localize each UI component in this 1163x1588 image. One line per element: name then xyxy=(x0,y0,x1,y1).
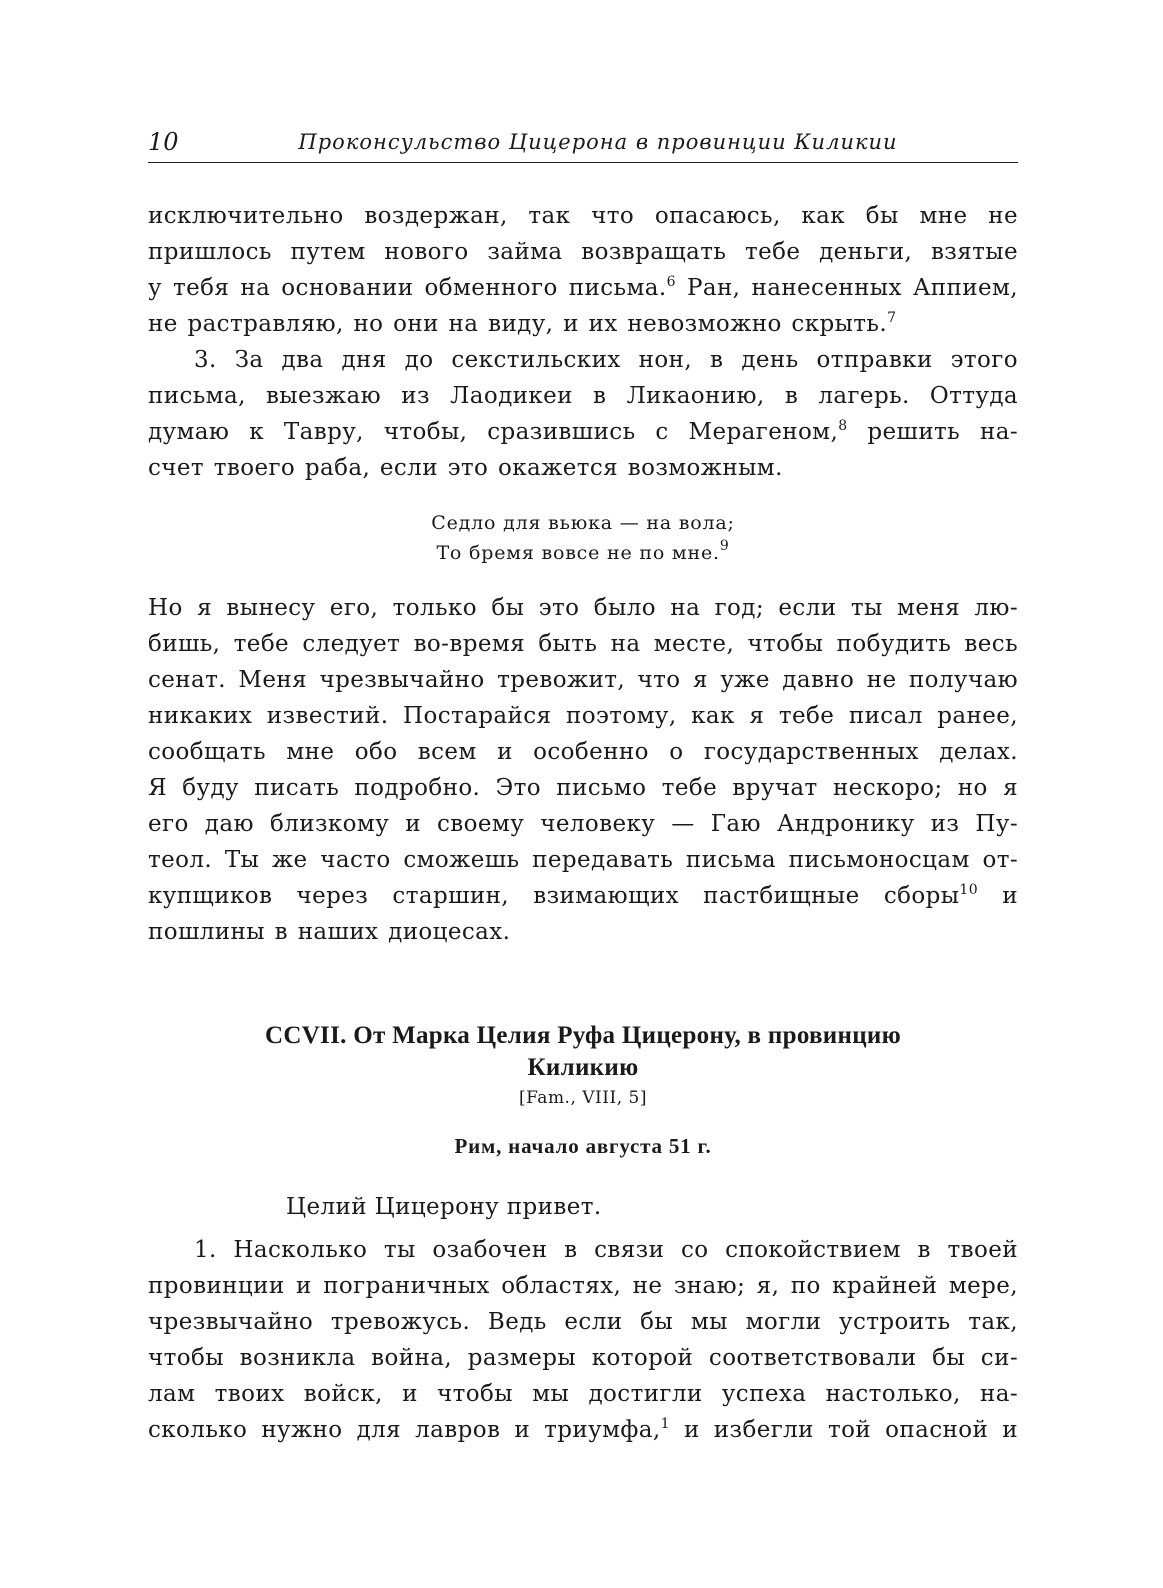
letter-heading xyxy=(148,1020,1018,1084)
text-fragment: Ран, нанесенных Аппием, xyxy=(686,275,1018,301)
text-line: никаких известий. Постарайся поэтому, как я тебе писал ранее, xyxy=(148,703,1018,729)
footnote-marker: 8 xyxy=(838,418,848,434)
page-number: 10 xyxy=(148,128,179,156)
text-line xyxy=(148,878,1018,914)
running-title: Проконсульство Цицерона в провинции Киликии xyxy=(298,130,898,154)
text-fragment: То бремя вовсе не по мне. xyxy=(436,542,720,564)
text-line: пришлось путем нового займа возвращать тебе деньги, взятые xyxy=(148,239,1018,265)
text-line: пошлины в наших диоцесах. xyxy=(148,919,511,945)
text-line: 1. Насколько ты озабочен в связи со спокойствием в твоей xyxy=(194,1237,1018,1263)
letter-heading-line: CCVII. От Марка Целия Руфа Цицерону, в провинцию xyxy=(264,1022,902,1049)
text-fragment: купщиков через старшин, взимающих пастбищные сборы xyxy=(148,883,960,909)
text-line xyxy=(148,1412,1018,1448)
footnote-marker: 9 xyxy=(719,538,730,554)
paragraph-continuation xyxy=(148,198,1018,486)
footnote-marker: 1 xyxy=(660,1416,670,1432)
text-line: Но я вынесу его, только бы это было на год; если ты меня лю- xyxy=(148,595,1018,621)
salutation: Целий Цицерону привет. xyxy=(286,1194,602,1220)
text-fragment: сколько нужно для лавров и триумфа, xyxy=(148,1417,661,1443)
text-line: исключительно воздержан, так что опасаюсь, как бы мне не xyxy=(148,203,1018,229)
text-fragment: и избегли той опасной и xyxy=(684,1417,1019,1443)
text-line: 3. За два дня до секстильских нон, в день отправки этого xyxy=(194,347,1018,373)
letter-heading-line: Киликию xyxy=(527,1054,639,1081)
text-line: чрезвычайно тревожусь. Ведь если бы мы могли устроить так, xyxy=(148,1309,1018,1335)
text-line: сенат. Меня чрезвычайно тревожит, что я уже давно не получаю xyxy=(148,667,1018,693)
text-line: бишь, тебе следует во-время быть на месте, чтобы побудить весь xyxy=(148,631,1018,657)
paragraph xyxy=(148,1232,1018,1448)
verse-line: Седло для вьюка — на вола; xyxy=(431,512,735,534)
text-fragment: у тебя на основании обменного письма. xyxy=(148,275,667,301)
text-line xyxy=(148,306,1018,342)
text-line: его даю близкому и своему человеку — Гаю Андронику из Пу- xyxy=(148,811,1018,837)
text-line: письма, выезжаю из Лаодикеи в Ликаонию, в лагерь. Оттуда xyxy=(148,383,1018,409)
text-line: чтобы возникла война, размеры которой соответствовали бы си- xyxy=(148,1345,1018,1371)
verse-line xyxy=(148,538,1018,568)
text-line: лам твоих войск, и чтобы мы достигли успеха настолько, на- xyxy=(148,1381,1018,1407)
dateline: Рим, начало августа 51 г. xyxy=(454,1134,712,1158)
text-line: теол. Ты же часто сможешь передавать письма письмоносцам от- xyxy=(148,847,1018,873)
footnote-marker: 6 xyxy=(666,274,676,290)
page-header xyxy=(148,128,1018,163)
text-line: Я буду писать подробно. Это письмо тебе вручат нескоро; но я xyxy=(148,775,1018,801)
text-fragment: думаю к Тавру, чтобы, сразившись с Мерагеном, xyxy=(148,419,839,445)
text-fragment: и xyxy=(1002,883,1018,909)
verse-quote xyxy=(148,508,1018,568)
text-line xyxy=(148,270,1018,306)
text-line: сообщать мне обо всем и особенно о государственных делах. xyxy=(148,739,1018,765)
footnote-marker: 10 xyxy=(959,882,979,898)
text-fragment: не растравляю, но они на виду, и их невозможно скрыть. xyxy=(148,311,888,337)
text-line: провинции и пограничных областях, не знаю; я, по крайней мере, xyxy=(148,1273,1018,1299)
paragraph xyxy=(148,590,1018,950)
text-line: счет твоего раба, если это окажется возможным. xyxy=(148,455,783,481)
text-fragment: решить на- xyxy=(867,419,1018,445)
text-line xyxy=(148,414,1018,450)
footnote-marker: 7 xyxy=(887,310,897,326)
source-reference: [Fam., VIII, 5] xyxy=(519,1088,647,1108)
